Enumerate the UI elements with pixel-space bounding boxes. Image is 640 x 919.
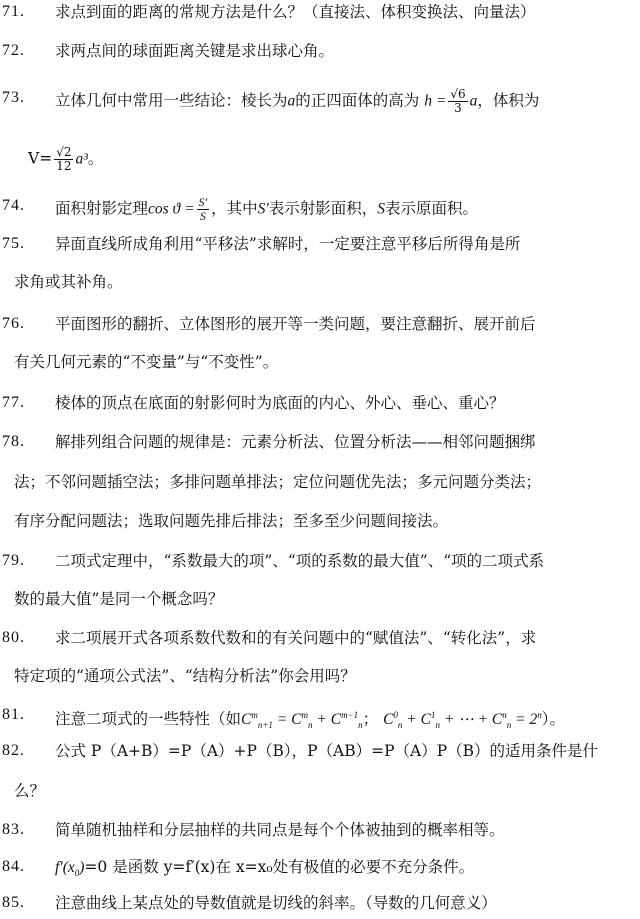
item-text: 简单随机抽样和分层抽样的共同点是每个个体被抽到的概率相等。 [55, 821, 505, 839]
math-c: C [241, 711, 252, 729]
math-var: S [377, 200, 386, 218]
text-part: =0 是函数 y=f′(x)在 x=x₀处有极值的必要不充分条件。 [84, 858, 475, 876]
text-part: ，体积为 [477, 91, 540, 110]
continuation [28, 146, 103, 173]
item-number: 83. [2, 821, 25, 838]
fraction [54, 146, 73, 173]
binomial-identity [241, 710, 363, 731]
continuation: 有关几何元素的“不变量”与“不变性”。 [14, 353, 279, 371]
math-part: ) [79, 859, 85, 876]
item-text: 求点到面的距离的常规方法是什么？（直接法、体积变换法、向量法） [55, 3, 536, 21]
item-text: 棱体的顶点在底面的射影何时为底面的内心、外心、垂心、重心？ [55, 394, 505, 412]
item-text [55, 88, 539, 115]
item-text: 求两点间的球面距离关键是求出球心角。 [55, 42, 335, 60]
item-number: 76. [2, 315, 25, 332]
math-sup: 0 [393, 710, 398, 720]
item-text: 异面直线所成角利用“平移法”求解时，一定要注意平移后所得角是所 [55, 235, 521, 253]
item-text [55, 196, 478, 223]
math-formula: h = [424, 92, 447, 110]
item-number: 77. [2, 394, 25, 411]
math-sup: n [502, 710, 507, 720]
text-part: 表示射影面积， [268, 199, 378, 218]
math-sup: 1 [430, 710, 436, 720]
math-sup: m [301, 710, 308, 720]
continuation: 数的最大值”是同一个概念吗？ [14, 590, 224, 608]
text-part: 注意二项式的一些特性（如 [55, 710, 242, 729]
item-number: 84. [2, 858, 25, 875]
math-sub: n [506, 720, 512, 731]
item-number: 73. [2, 89, 25, 106]
text-part: 面积射影定理 [55, 199, 149, 218]
math-c: = C [272, 711, 302, 729]
math-sub: n [308, 720, 313, 731]
item-number: 71. [2, 3, 25, 20]
item-number: 79. [2, 552, 25, 569]
math-c: + C [402, 711, 431, 729]
item-text [55, 705, 565, 735]
item-text: 二项式定理中，“系数最大的项”、“项的系数的最大值”、“项的二项式系 [55, 552, 545, 570]
denominator: 12 [56, 159, 72, 173]
fraction [197, 196, 210, 223]
item-number: 80. [2, 629, 25, 646]
numerator: √2 [56, 145, 72, 159]
math-c: + C [312, 711, 342, 729]
item-text: 注意曲线上某点处的导数值就是切线的斜率。（导数的几何意义） [55, 894, 497, 912]
item-number: 81. [2, 706, 25, 723]
item-text: 解排列组合问题的规律是：元素分析法、位置分析法——相邻问题捆绑 [55, 433, 536, 451]
denominator: S [199, 209, 206, 223]
math-sub: n [397, 720, 403, 731]
text-part: 的正四面体的高为 [295, 91, 420, 110]
math-var: S′ [257, 200, 269, 218]
math-sub: 0 [74, 868, 80, 879]
continuation: 求角或其补角。 [14, 273, 123, 291]
math-formula [55, 859, 85, 879]
text-part: V= [28, 149, 53, 168]
text-part: 表示原面积。 [385, 199, 479, 218]
numerator: S′ [198, 195, 208, 209]
item-number: 78. [2, 433, 25, 450]
math-c: + ⋯ + C [439, 711, 503, 729]
continuation: 有序分配问题法；选取问题先排后排法；至多至少问题间接法。 [14, 512, 449, 530]
binomial-sum [383, 710, 542, 731]
numerator: √6 [450, 87, 466, 101]
denominator: 3 [454, 101, 462, 115]
text-part: 立体几何中常用一些结论：棱长为 [55, 91, 288, 110]
math-sub: n [435, 720, 440, 731]
math-sub: n+1 [257, 720, 273, 731]
item-number: 74. [2, 197, 25, 214]
text-part: ； [362, 710, 384, 729]
math-sup: m−1 [341, 710, 359, 720]
math-var: a [469, 92, 478, 110]
continuation: 法；不邻问题插空法；多排问题单排法；定位问题优先法；多元问题分类法； [14, 473, 542, 491]
item-text [55, 857, 474, 883]
math-sup: m [251, 710, 258, 720]
math-formula: cos ϑ = [148, 200, 195, 218]
math-sub: n [358, 720, 363, 731]
math-part: f′(x [55, 859, 75, 876]
text-part: ）。 [541, 710, 565, 729]
math-c: = 2 [511, 711, 538, 729]
math-sup: n [537, 710, 542, 720]
item-text: 平面图形的翻折、立体图形的展开等一类问题，要注意翻折、展开前后 [55, 315, 536, 333]
continuation: 么？ [14, 782, 46, 800]
item-number: 75. [2, 235, 25, 252]
item-text: 求二项展开式各项系数代数和的有关问题中的“赋值法”、“转化法”，求 [55, 629, 537, 647]
math-var: a [287, 92, 296, 110]
fraction [448, 88, 467, 115]
item-text: 公式 P（A+B）=P（A）+P（B），P（AB）=P（A）P（B）的适用条件是什 [55, 742, 599, 760]
item-number: 85. [2, 894, 25, 911]
continuation: 特定项的“通项公式法”、“结构分析法”你会用吗？ [14, 667, 356, 685]
item-number: 82. [2, 742, 25, 759]
math-c: C [383, 711, 394, 729]
item-number: 72. [2, 42, 25, 59]
text-part: ，其中 [211, 199, 258, 218]
text-part: 。 [87, 149, 104, 168]
math-var: a³ [75, 150, 88, 168]
